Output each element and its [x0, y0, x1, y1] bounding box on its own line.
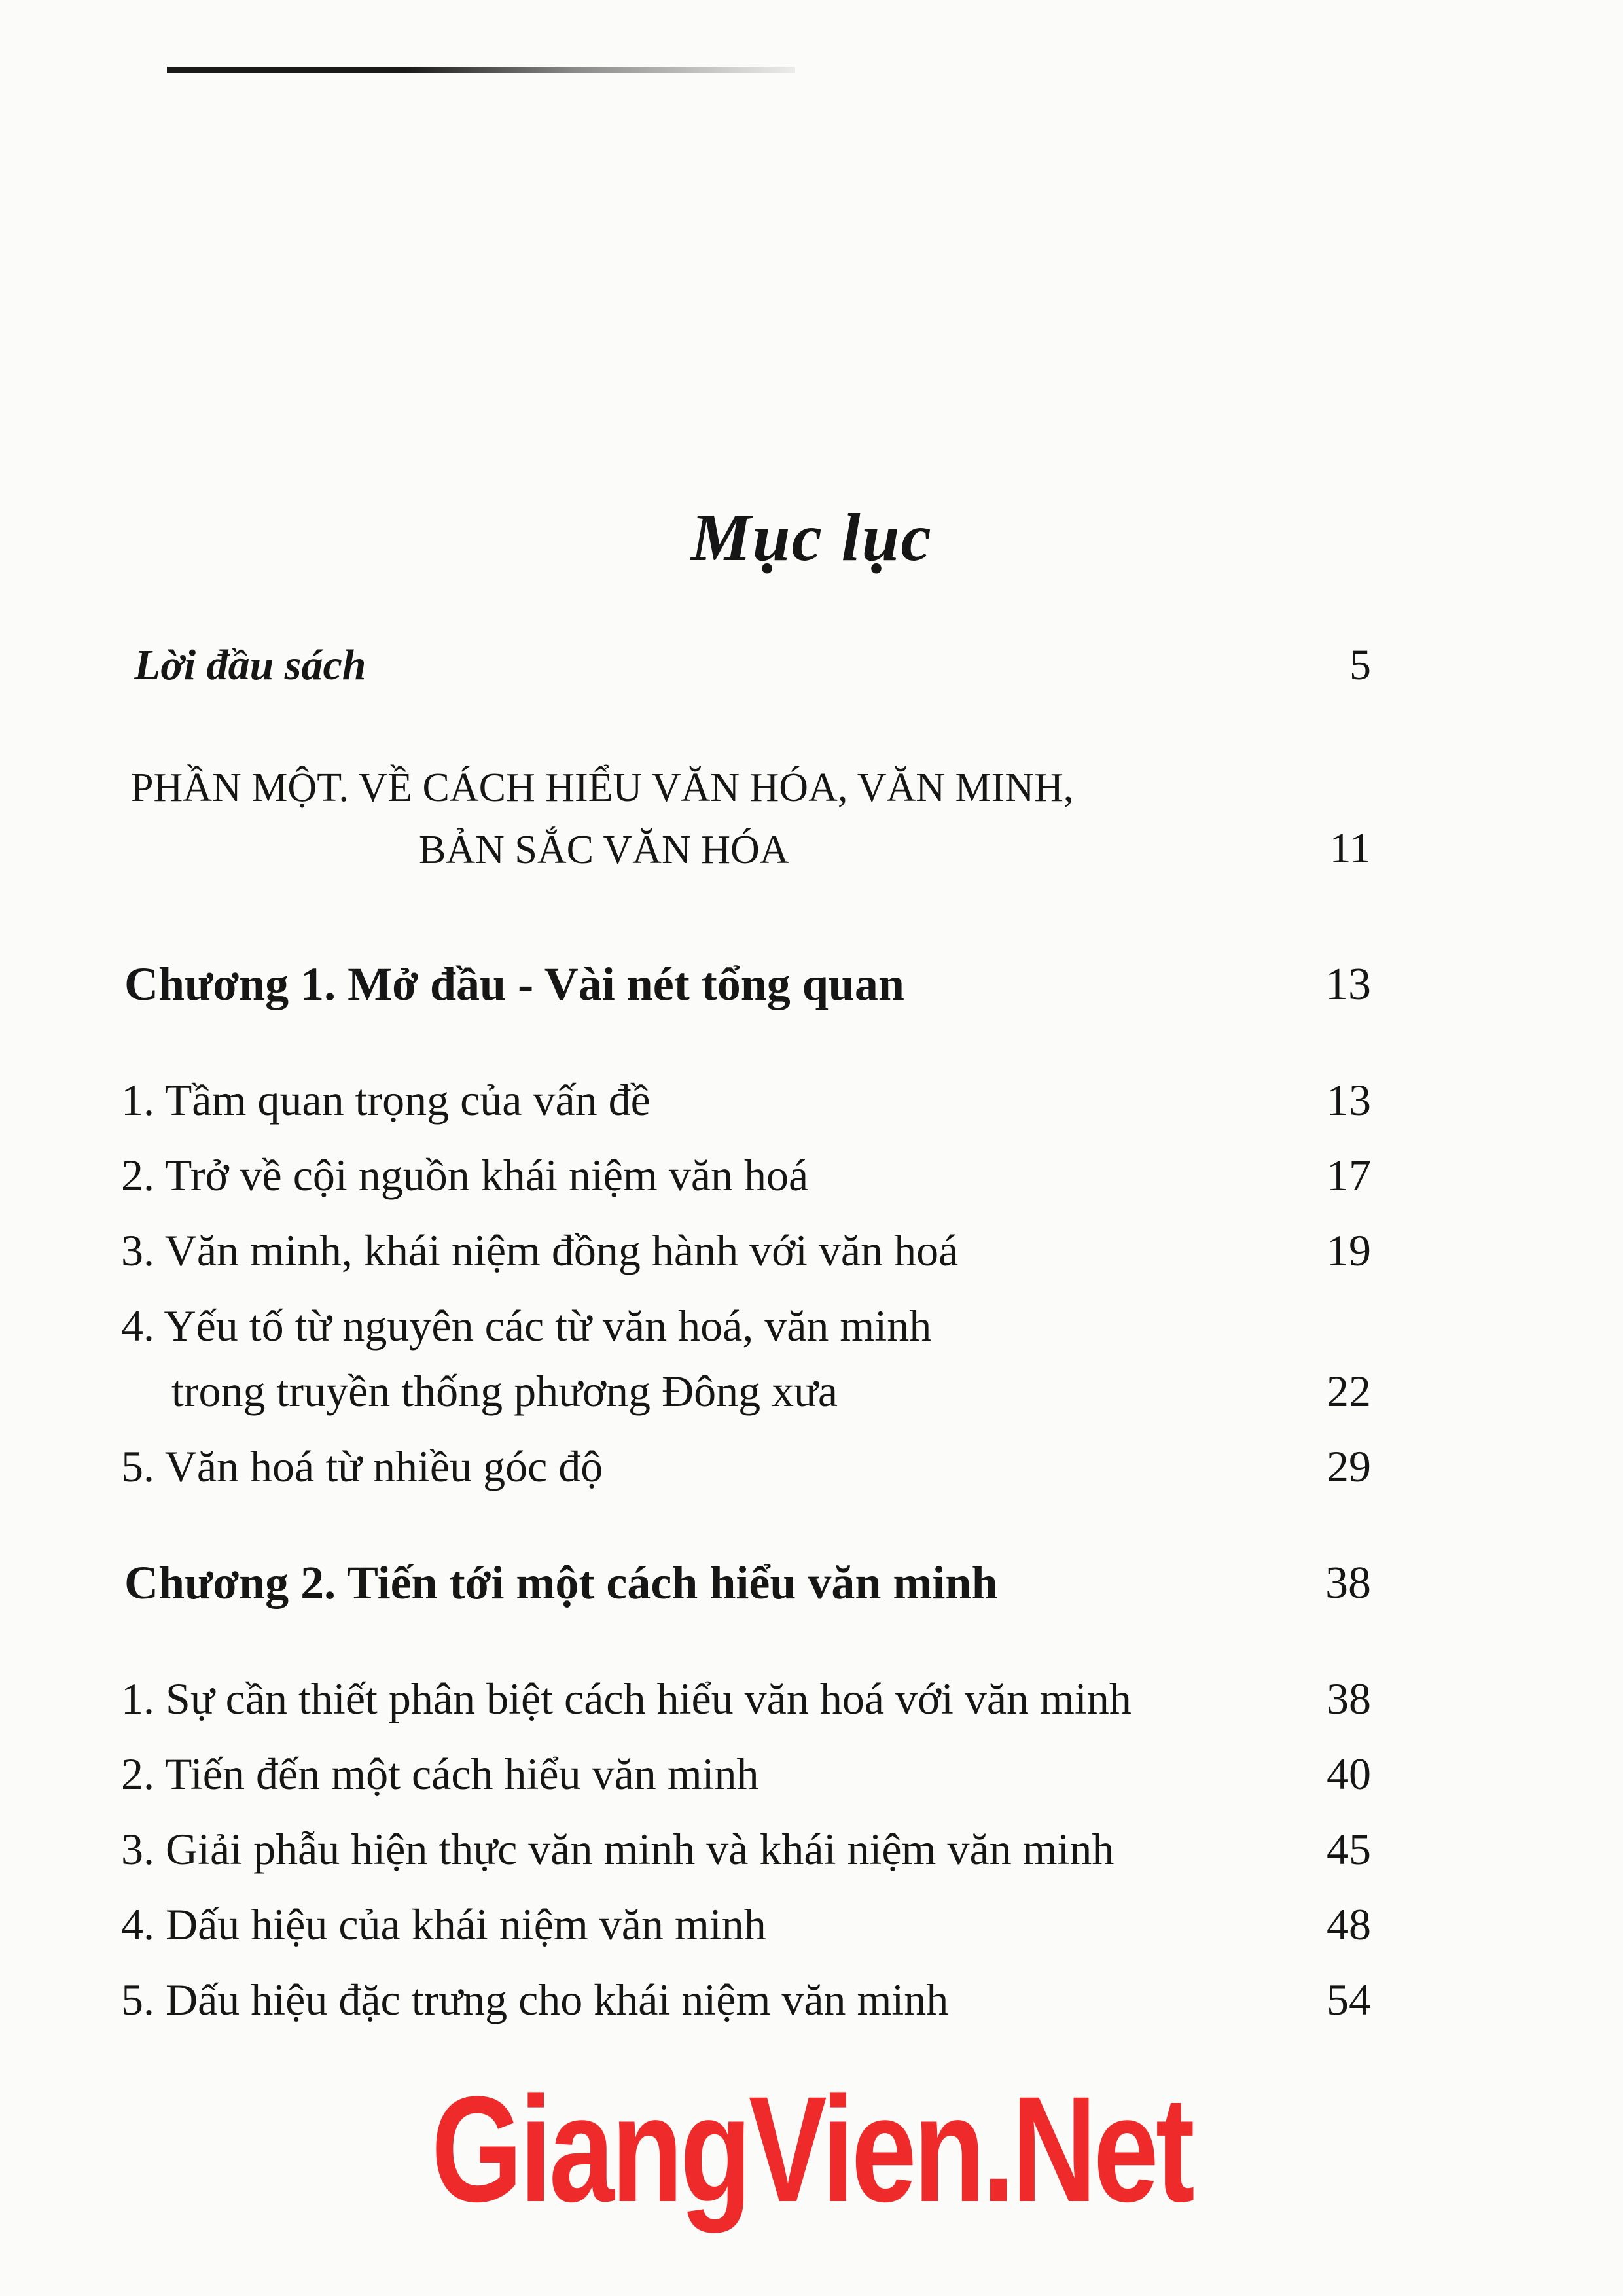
toc-page-number: 45	[1327, 1824, 1371, 1874]
toc-entry-item[interactable]	[0, 1430, 1623, 1489]
toc-item-label: 4. Yếu tố từ nguyên các từ văn hoá, văn minh	[121, 1301, 932, 1351]
toc-page-number: 11	[1329, 824, 1371, 872]
toc-page-number: 29	[1327, 1441, 1371, 1491]
toc-page-number: 17	[1327, 1150, 1371, 1200]
toc-item-label: 3. Giải phẫu hiện thực văn minh và khái niệm văn minh	[121, 1824, 1115, 1874]
toc-item-label: 1. Sự cần thiết phân biệt cách hiểu văn hoá với văn minh	[121, 1674, 1132, 1723]
toc-part-label-cont: BẢN SẮC VĂN HÓA	[419, 828, 789, 872]
top-rule	[167, 67, 795, 73]
toc-item-label: 5. Dấu hiệu đặc trưng cho khái niệm văn minh	[121, 1975, 949, 2024]
toc-item-label: 1. Tầm quan trọng của vấn đề	[121, 1075, 651, 1125]
toc-entry-item[interactable]	[0, 1963, 1623, 2022]
toc-page-number: 5	[1349, 641, 1371, 689]
toc-entry-item[interactable]	[0, 1662, 1623, 1721]
toc-entry-part-one-line2[interactable]	[0, 811, 1623, 870]
toc-item-label: 5. Văn hoá từ nhiều góc độ	[121, 1441, 603, 1491]
toc-page-number: 19	[1327, 1226, 1371, 1275]
toc-entry-item[interactable]	[0, 1888, 1623, 1947]
toc-entry-item[interactable]	[0, 1214, 1623, 1273]
page-title: Mục lục	[690, 500, 933, 575]
toc-page-number: 22	[1327, 1366, 1371, 1416]
toc-entry-preface[interactable]	[0, 628, 1623, 687]
toc-item-label: 4. Dấu hiệu của khái niệm văn minh	[121, 1899, 766, 1949]
toc-item-label: 3. Văn minh, khái niệm đồng hành với văn hoá	[121, 1226, 959, 1275]
toc-page-number: 38	[1325, 1558, 1371, 1608]
toc-entry-item[interactable]	[0, 1139, 1623, 1200]
toc-entry-item[interactable]	[0, 1737, 1623, 1799]
toc-chapter-label: Chương 2. Tiến tới một cách hiểu văn minh	[124, 1557, 998, 1609]
toc-entry-item[interactable]	[0, 1063, 1623, 1125]
toc-entry-part-one-line1[interactable]	[0, 749, 1623, 808]
watermark-text: GiangVien.Net	[431, 2065, 1192, 2233]
toc-entry-chapter-2[interactable]	[0, 1547, 1623, 1609]
toc-entry-chapter-1[interactable]	[0, 949, 1623, 1008]
toc-entry-label: Lời đầu sách	[134, 641, 366, 689]
toc-item-label: 2. Trở về cội nguồn khái niệm văn hoá	[121, 1150, 809, 1200]
toc-part-label: PHẦN MỘT. VỀ CÁCH HIỂU VĂN HÓA, VĂN MINH,	[131, 766, 1074, 810]
toc-entry-item-cont[interactable]	[0, 1354, 1623, 1416]
toc-page-number: 40	[1327, 1749, 1371, 1799]
toc-item-label: 2. Tiến đến một cách hiểu văn minh	[121, 1749, 759, 1799]
toc-page-number: 48	[1327, 1899, 1371, 1949]
toc-entry-item[interactable]	[0, 1289, 1623, 1351]
toc-page-number: 54	[1327, 1975, 1371, 2024]
toc-page-number: 38	[1327, 1674, 1371, 1723]
toc-page-number: 13	[1327, 1075, 1371, 1125]
toc-page-number: 13	[1325, 959, 1371, 1010]
toc-item-label-cont: trong truyền thống phương Đông xưa	[171, 1366, 838, 1416]
toc-entry-item[interactable]	[0, 1812, 1623, 1874]
toc-chapter-label: Chương 1. Mở đầu - Vài nét tổng quan	[124, 958, 904, 1010]
